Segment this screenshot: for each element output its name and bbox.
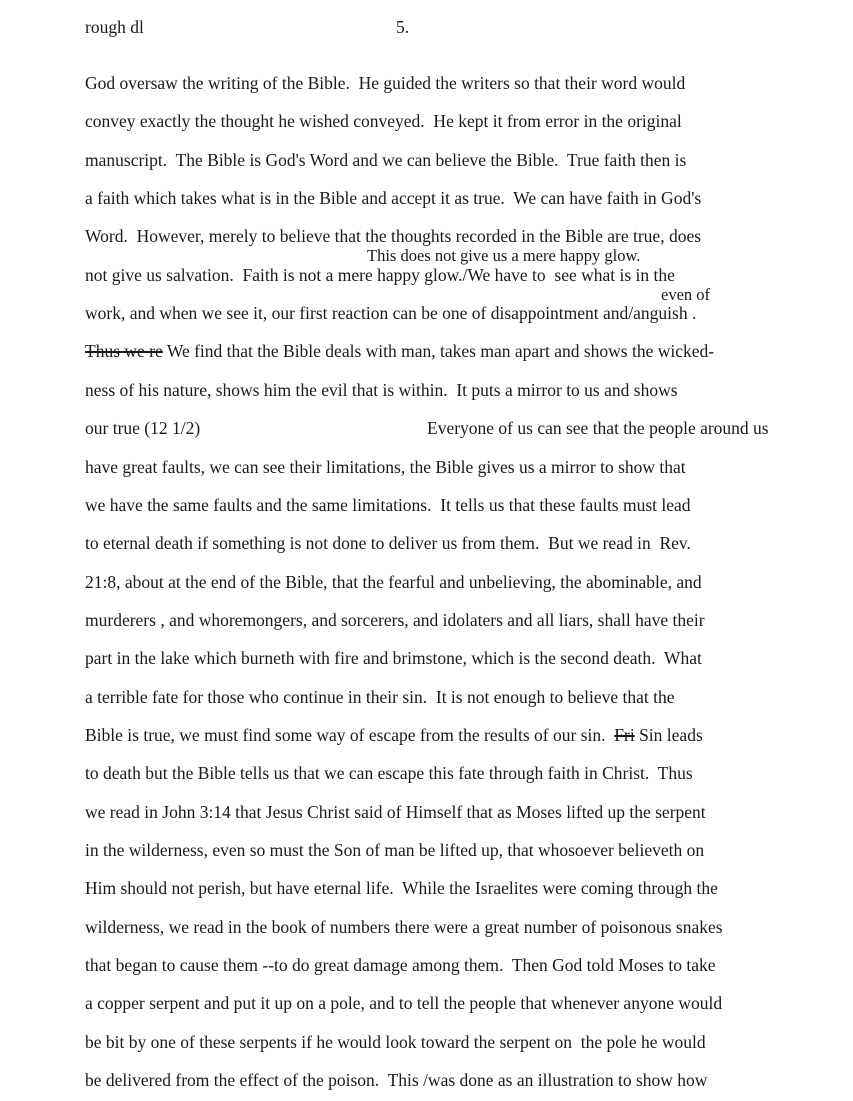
text-line: ness of his nature, shows him the evil that is within. It puts a mirror to us and shows: [85, 379, 678, 400]
text-line: a copper serpent and put it up on a pole, and to tell the people that whenever anyone would: [85, 993, 723, 1014]
text-line: wilderness, we read in the book of numbers there were a great number of poisonous snakes: [85, 916, 723, 937]
text-line: we have the same faults and the same limitations. It tells us that these faults must lead: [85, 494, 691, 515]
text-line: to death but the Bible tells us that we can escape this fate through faith in Christ. Thus: [85, 763, 693, 784]
insertion-line-7: even of: [661, 285, 711, 304]
text-line: to eternal death if something is not done to deliver us from them. But we read in Rev.: [85, 533, 691, 554]
text-line: manuscript. The Bible is God's Word and we can believe the Bible. True faith then is: [85, 149, 687, 170]
text-line: 21:8, about at the end of the Bible, that the fearful and unbelieving, the abominable, and: [85, 571, 702, 592]
text-line: that began to cause them --to do great damage among them. Then God told Moses to take: [85, 955, 716, 976]
page-number: 5.: [396, 17, 410, 37]
text-line: be bit by one of these serpents if he would look toward the serpent on the pole he would: [85, 1031, 706, 1052]
text-line: we read in John 3:14 that Jesus Christ said of Himself that as Moses lifted up the serpent: [85, 801, 706, 822]
struck-text: Thus we re: [85, 341, 163, 362]
text-line: be delivered from the effect of the poison. This /was done as an illustration to show how: [85, 1070, 708, 1091]
insertion-line-6: This does not give us a mere happy glow.: [367, 246, 641, 265]
text-line: Word. However, merely to believe that the thoughts recorded in the Bible are true, does: [85, 226, 702, 247]
text-line: part in the lake which burneth with fire and brimstone, which is the second death. What: [85, 648, 702, 669]
text-line: God oversaw the writing of the Bible. He guided the writers so that their word would: [85, 73, 686, 93]
line-text: We find that the Bible deals with man, takes man apart and shows the wicked-: [162, 341, 715, 362]
text-line: in the wilderness, even so must the Son of man be lifted up, that whosoever believeth on: [85, 840, 705, 860]
text-line: a faith which takes what is in the Bible and accept it as true. We can have faith in God's: [85, 188, 702, 209]
struck-text: Fri: [614, 724, 635, 745]
line-text: Sin leads: [634, 724, 703, 745]
text-line: not give us salvation. Faith is not a mere happy glow./We have to see what is in the: [85, 264, 675, 285]
text-line: a terrible fate for those who continue in their sin. It is not enough to believe that the: [85, 686, 675, 707]
text-line: have great faults, we can see their limitations, the Bible gives us a mirror to show that: [85, 456, 686, 477]
text-line: [85, 725, 703, 745]
text-line: work, and when we see it, our first reaction can be one of disappointment and/anguish .: [85, 303, 697, 324]
line-text-right: Everyone of us can see that the people around us: [427, 418, 769, 439]
text-line: convey exactly the thought he wished conveyed. He kept it from error in the original: [85, 111, 682, 132]
header-label: rough dl: [85, 17, 144, 37]
line-text: Bible is true, we must find some way of escape from the results of our sin.: [85, 724, 615, 745]
text-line: [85, 341, 714, 361]
text-line: [85, 418, 769, 439]
line-text: our true (12 1/2): [85, 418, 201, 439]
text-line: Him should not perish, but have eternal life. While the Israelites were coming through the: [85, 878, 718, 899]
text-line: murderers , and whoremongers, and sorcerers, and idolaters and all liars, shall have their: [85, 609, 705, 630]
